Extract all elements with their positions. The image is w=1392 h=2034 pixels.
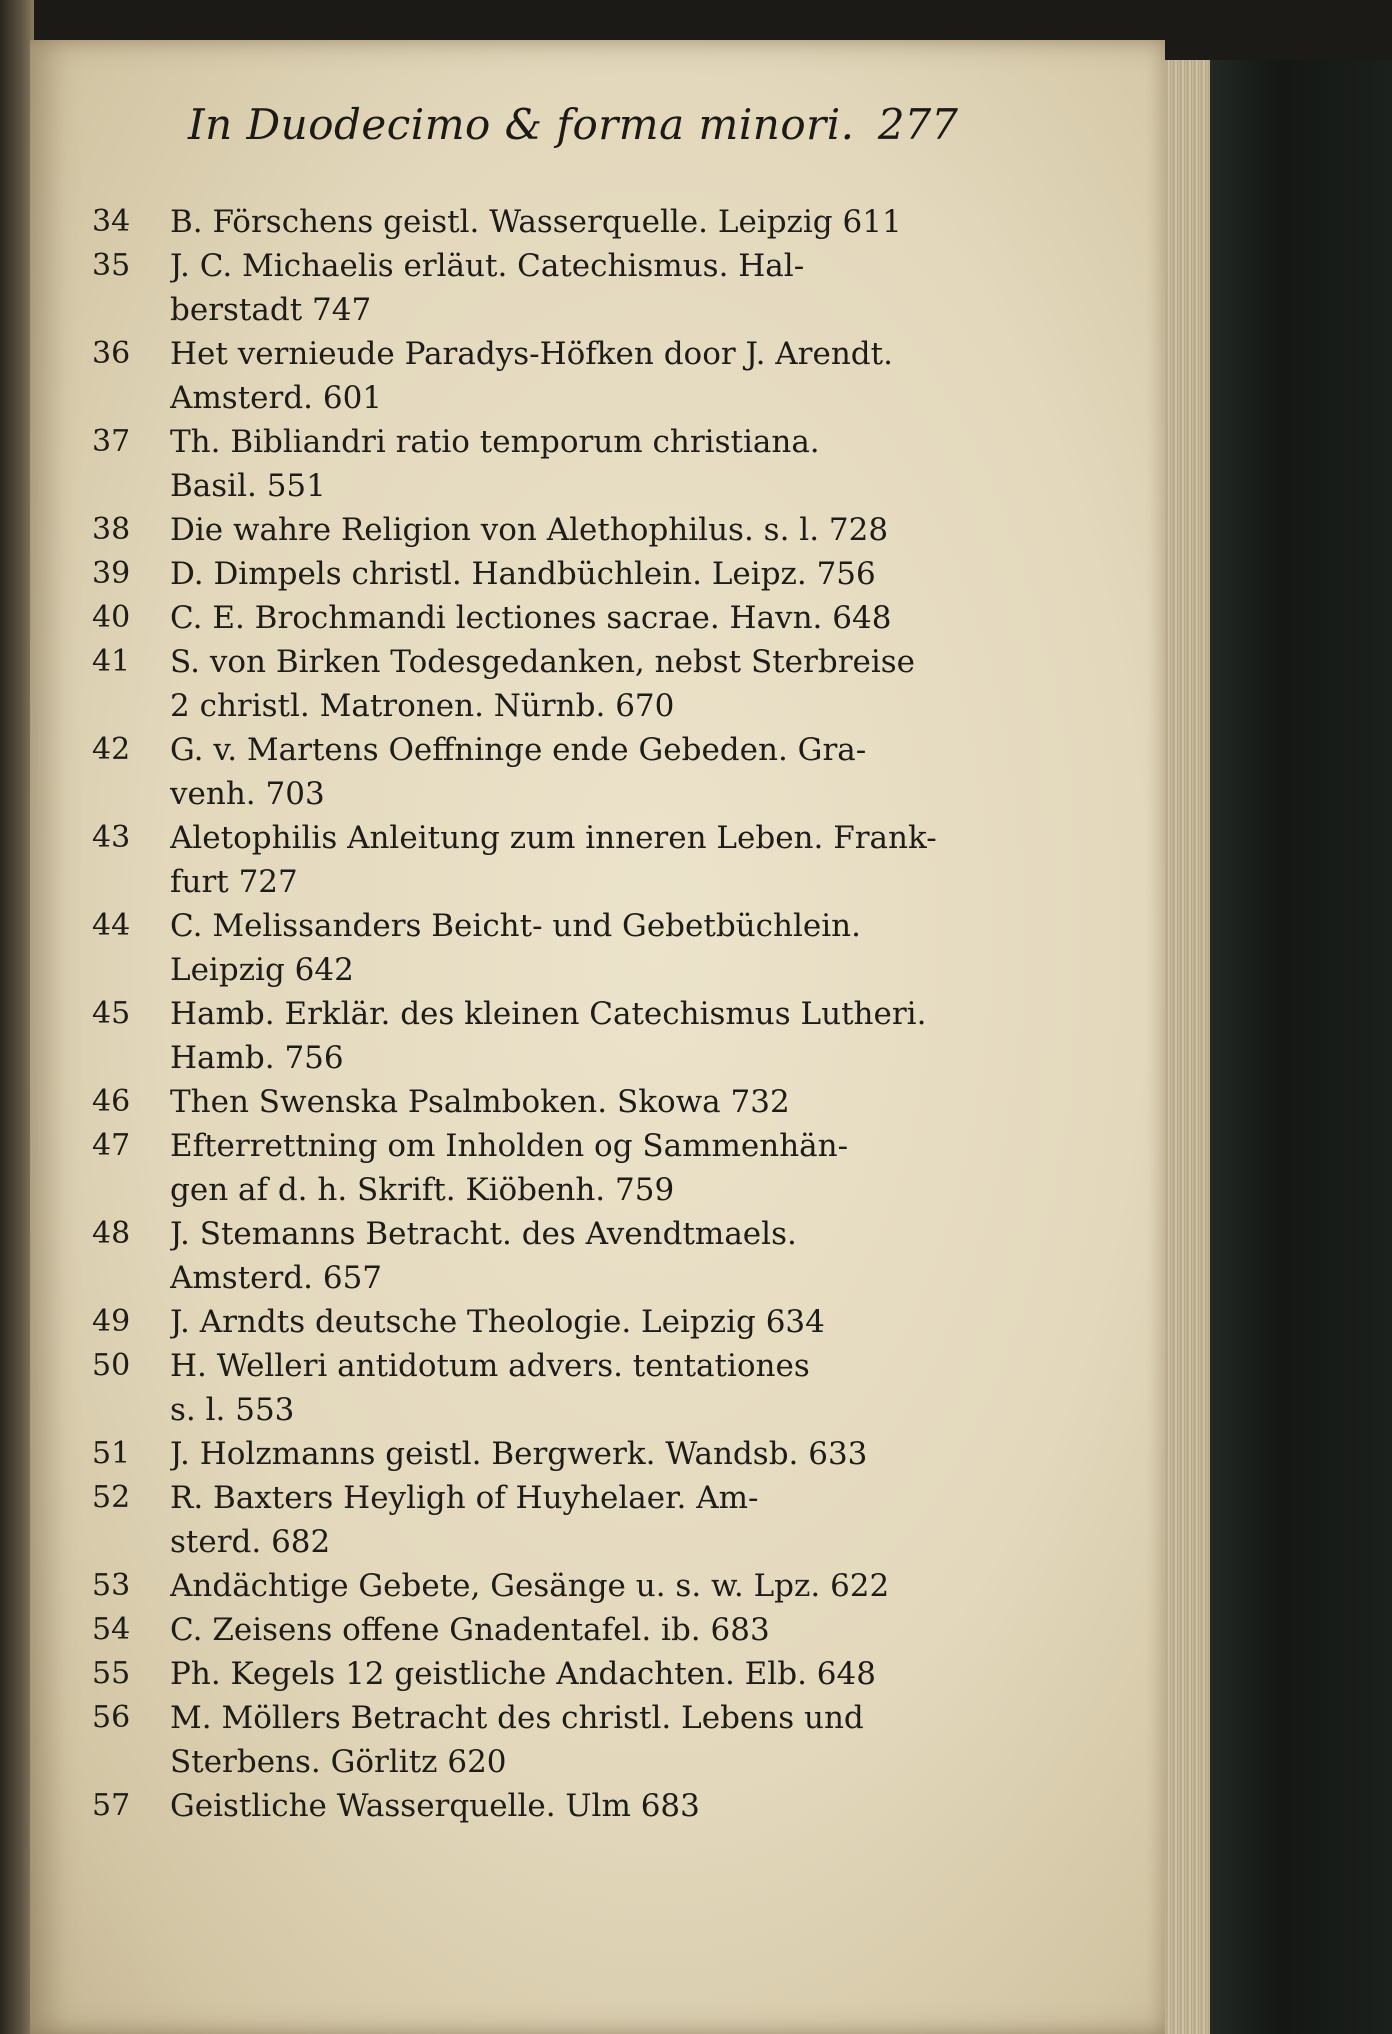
entry-line — [92, 728, 972, 772]
entry-number: 55 — [92, 1656, 131, 1691]
entry-text: Then Swenska Psalmboken. Skowa 732 — [170, 1084, 790, 1120]
catalogue-entry — [92, 1344, 972, 1432]
entry-number: 34 — [92, 204, 131, 239]
catalogue-entry — [92, 1476, 972, 1564]
entry-number: 57 — [92, 1788, 131, 1823]
page-number: 277 — [877, 100, 958, 149]
catalogue-entry — [92, 508, 972, 552]
catalogue-entry — [92, 1124, 972, 1212]
entry-line — [92, 772, 972, 816]
entry-line — [92, 1476, 972, 1520]
entry-text: J. C. Michaelis erläut. Catechismus. Hal- — [170, 248, 805, 284]
catalogue-entry — [92, 640, 972, 728]
entry-line — [92, 1300, 972, 1344]
entry-line — [92, 992, 972, 1036]
entry-number — [92, 684, 170, 728]
catalogue-entry — [92, 816, 972, 904]
entry-number — [92, 1388, 170, 1432]
entry-number — [92, 1036, 170, 1080]
entry-line — [92, 1520, 972, 1564]
entry-line — [92, 420, 972, 464]
entry-line — [92, 1256, 972, 1300]
catalogue-entry — [92, 1300, 972, 1344]
catalogue-entry — [92, 1608, 972, 1652]
entry-line — [92, 376, 972, 420]
entry-text: G. v. Martens Oeffninge ende Gebeden. Gra- — [170, 732, 867, 768]
entry-number: 44 — [92, 908, 131, 943]
entry-number: 49 — [92, 1304, 131, 1339]
entry-text: Basil. 551 — [170, 468, 326, 504]
entry-text: R. Baxters Heyligh of Huyhelaer. Am- — [170, 1480, 759, 1516]
entry-line — [92, 860, 972, 904]
entry-line — [92, 640, 972, 684]
entry-number: 52 — [92, 1480, 131, 1515]
catalogue-entry — [92, 1432, 972, 1476]
catalogue-entry — [92, 596, 972, 640]
entry-text: Th. Bibliandri ratio temporum christiana. — [170, 424, 820, 460]
entry-line — [92, 1652, 972, 1696]
entry-text: C. Melissanders Beicht- und Gebetbüchlein. — [170, 908, 861, 944]
entry-line — [92, 1564, 972, 1608]
entry-text: C. E. Brochmandi lectiones sacrae. Havn. 648 — [170, 600, 892, 636]
entry-number: 56 — [92, 1700, 131, 1735]
entry-line — [92, 596, 972, 640]
entry-number: 48 — [92, 1216, 131, 1251]
entry-number: 53 — [92, 1568, 131, 1603]
entry-number — [92, 772, 170, 816]
running-header — [188, 100, 958, 160]
entry-number — [92, 1520, 170, 1564]
entry-line — [92, 1036, 972, 1080]
entry-line — [92, 244, 972, 288]
book-spine — [0, 0, 34, 2034]
entry-text: S. von Birken Todesgedanken, nebst Sterbreise — [170, 644, 916, 680]
entry-line — [92, 552, 972, 596]
entry-text: Sterbens. Görlitz 620 — [170, 1744, 507, 1780]
entry-text: s. l. 553 — [170, 1392, 295, 1428]
entry-line — [92, 200, 972, 244]
entry-text: Geistliche Wasserquelle. Ulm 683 — [170, 1788, 700, 1824]
catalogue-entries — [92, 200, 972, 1828]
entry-text: J. Stemanns Betracht. des Avendtmaels. — [170, 1216, 797, 1252]
entry-number: 50 — [92, 1348, 131, 1383]
entry-number — [92, 1256, 170, 1300]
entry-text: berstadt 747 — [170, 292, 372, 328]
catalogue-entry — [92, 728, 972, 816]
entry-number: 37 — [92, 424, 131, 459]
entry-text: sterd. 682 — [170, 1524, 331, 1560]
entry-number: 54 — [92, 1612, 131, 1647]
entry-text: Hamb. Erklär. des kleinen Catechismus Lutheri. — [170, 996, 927, 1032]
entry-text: Amsterd. 657 — [170, 1260, 383, 1296]
entry-number — [92, 464, 170, 508]
entry-text: J. Arndts deutsche Theologie. Leipzig 634 — [170, 1304, 825, 1340]
entry-line — [92, 464, 972, 508]
catalogue-entry — [92, 200, 972, 244]
catalogue-entry — [92, 244, 972, 332]
entry-text: Aletophilis Anleitung zum inneren Leben. Frank- — [170, 820, 937, 856]
entry-line — [92, 332, 972, 376]
catalogue-entry — [92, 1696, 972, 1784]
entry-line — [92, 1784, 972, 1828]
catalogue-entry — [92, 1080, 972, 1124]
entry-number: 43 — [92, 820, 131, 855]
entry-number: 46 — [92, 1084, 131, 1119]
entry-text: 2 christl. Matronen. Nürnb. 670 — [170, 688, 675, 724]
entry-line — [92, 288, 972, 332]
entry-line — [92, 508, 972, 552]
entry-text: Leipzig 642 — [170, 952, 354, 988]
entry-line — [92, 684, 972, 728]
entry-text: Amsterd. 601 — [170, 380, 383, 416]
entry-line — [92, 816, 972, 860]
entry-text: J. Holzmanns geistl. Bergwerk. Wandsb. 633 — [170, 1436, 868, 1472]
entry-line — [92, 948, 972, 992]
entry-number — [92, 1168, 170, 1212]
catalogue-entry — [92, 1784, 972, 1828]
entry-number — [92, 948, 170, 992]
entry-number — [92, 376, 170, 420]
entry-number: 41 — [92, 644, 131, 679]
entry-line — [92, 1388, 972, 1432]
entry-text: venh. 703 — [170, 776, 325, 812]
entry-text: D. Dimpels christl. Handbüchlein. Leipz. 756 — [170, 556, 876, 592]
entry-line — [92, 1696, 972, 1740]
entry-number: 39 — [92, 556, 131, 591]
entry-text: Ph. Kegels 12 geistliche Andachten. Elb. 648 — [170, 1656, 876, 1692]
entry-text: Die wahre Religion von Alethophilus. s. l. 728 — [170, 512, 889, 548]
entry-number: 47 — [92, 1128, 131, 1163]
catalogue-entry — [92, 332, 972, 420]
entry-text: Andächtige Gebete, Gesänge u. s. w. Lpz. 622 — [170, 1568, 890, 1604]
entry-number: 51 — [92, 1436, 131, 1471]
entry-line — [92, 1432, 972, 1476]
entry-number — [92, 860, 170, 904]
entry-text: C. Zeisens offene Gnadentafel. ib. 683 — [170, 1612, 770, 1648]
catalogue-entry — [92, 904, 972, 992]
header-title: In Duodecimo & forma minori. — [188, 100, 855, 149]
catalogue-entry — [92, 552, 972, 596]
entry-text: M. Möllers Betracht des christl. Lebens und — [170, 1700, 864, 1736]
catalogue-entry — [92, 420, 972, 508]
entry-number: 36 — [92, 336, 131, 371]
entry-line — [92, 904, 972, 948]
book-cover — [1210, 60, 1392, 2034]
entry-line — [92, 1124, 972, 1168]
entry-text: H. Welleri antidotum advers. tentationes — [170, 1348, 810, 1384]
entry-line — [92, 1608, 972, 1652]
entry-number: 38 — [92, 512, 131, 547]
entry-text: furt 727 — [170, 864, 298, 900]
entry-text: Efterrettning om Inholden og Sammenhän- — [170, 1128, 849, 1164]
entry-number: 45 — [92, 996, 131, 1031]
entry-line — [92, 1740, 972, 1784]
entry-line — [92, 1344, 972, 1388]
catalogue-entry — [92, 1652, 972, 1696]
entry-text: Het vernieude Paradys-Höfken door J. Arendt. — [170, 336, 893, 372]
entry-text: Hamb. 756 — [170, 1040, 344, 1076]
catalogue-entry — [92, 1212, 972, 1300]
entry-line — [92, 1168, 972, 1212]
entry-number: 40 — [92, 600, 131, 635]
entry-line — [92, 1080, 972, 1124]
entry-number: 35 — [92, 248, 131, 283]
entry-text: gen af d. h. Skrift. Kiöbenh. 759 — [170, 1172, 675, 1208]
entry-number — [92, 1740, 170, 1784]
entry-line — [92, 1212, 972, 1256]
entry-number: 42 — [92, 732, 131, 767]
catalogue-entry — [92, 1564, 972, 1608]
entry-text: B. Förschens geistl. Wasserquelle. Leipzig 611 — [170, 204, 902, 240]
entry-number — [92, 288, 170, 332]
catalogue-entry — [92, 992, 972, 1080]
